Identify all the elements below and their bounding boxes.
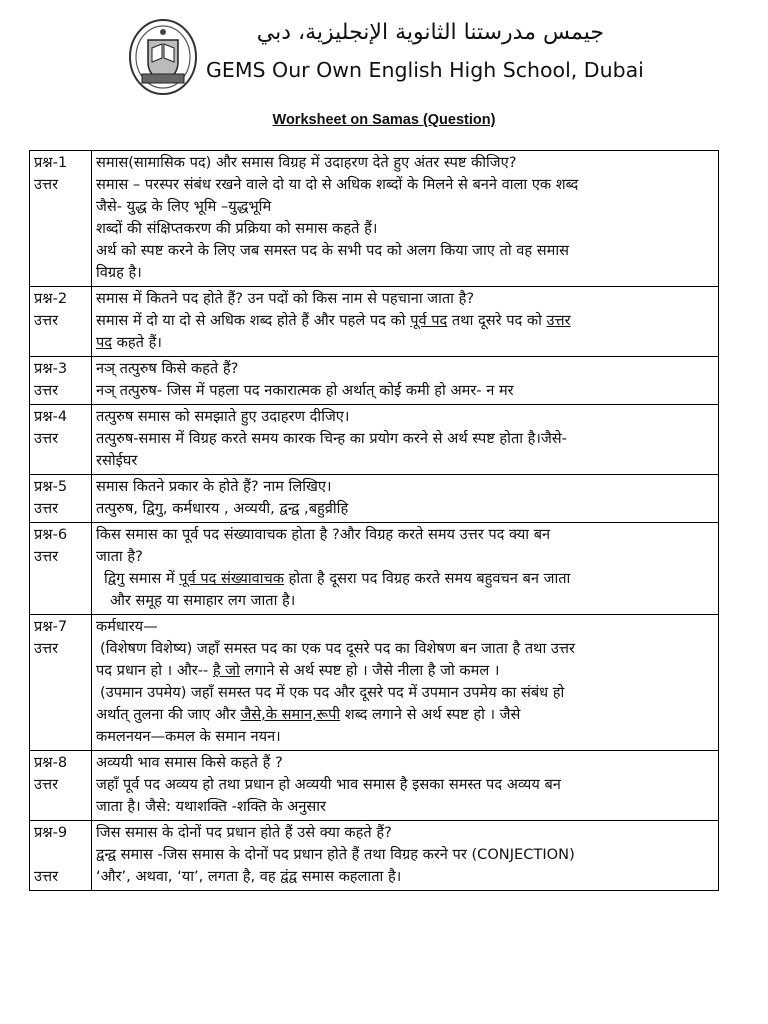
answer-line: जाता है। जैसे: यथाशक्ति -शक्ति के अनुसार	[96, 798, 327, 815]
question-text: अव्ययी भाव समास किसे कहते हैं ?	[96, 754, 283, 771]
question-label: प्रश्न-9	[34, 824, 68, 841]
row-content	[92, 615, 719, 751]
answer-label: उत्तर	[34, 868, 59, 885]
answer-text: पद प्रधान हो । और--	[96, 662, 213, 679]
worksheet-title: Worksheet on Samas (Question)	[272, 112, 496, 128]
question-row-7	[30, 615, 719, 751]
answer-text: द्विगु समास में	[104, 570, 180, 587]
answer-text: होता है दूसरा पद विग्रह करते समय बहुवचन बन जाता	[284, 570, 571, 587]
question-label: प्रश्न-6	[34, 526, 68, 543]
question-label: प्रश्न-2	[34, 290, 68, 307]
school-name-arabic: جيمس مدرستنا الثانوية الإنجليزية، دبي	[256, 20, 604, 45]
row-content	[92, 821, 719, 891]
row-labels	[30, 475, 92, 523]
answer-text: शब्द लगाने से अर्थ स्पष्ट हो । जैसे	[340, 706, 521, 723]
answer-text: अर्थात् तुलना की जाए और	[96, 706, 241, 723]
answer-label: उत्तर	[34, 640, 59, 657]
row-labels	[30, 615, 92, 751]
question-row-6	[30, 523, 719, 615]
question-text: समास कितने प्रकार के होते हैं? नाम लिखिए।	[96, 478, 332, 495]
row-labels	[30, 821, 92, 891]
answer-label: उत्तर	[34, 548, 59, 565]
underlined-term: पूर्व पद संख्यावाचक	[179, 570, 285, 587]
answer-text: लगाने से अर्थ स्पष्ट हो । जैसे नीला है जो कमल ।	[239, 662, 500, 679]
question-text: समास में कितने पद होते हैं? उन पदों को किस नाम से पहचाना जाता है?	[96, 290, 475, 307]
answer-line: (उपमान उपमेय) जहाँ समस्त पद में एक पद और दूसरे पद में उपमान उपमेय का संबंध हो	[100, 684, 565, 701]
question-row-5	[30, 475, 719, 523]
row-labels	[30, 523, 92, 615]
row-content	[92, 151, 719, 287]
answer-line: द्वन्द्व समास -जिस समास के दोनों पद प्रधान होते हैं तथा विग्रह करने पर (CONJECTION)	[96, 846, 575, 863]
answer-line: और समूह या समाहार लग जाता है।	[110, 592, 296, 609]
underlined-term: जैसे,के समान,रूपी	[240, 706, 341, 723]
question-text: जाता है?	[96, 548, 143, 565]
question-text: जिस समास के दोनों पद प्रधान होते हैं उसे क्या कहते हैं?	[96, 824, 392, 841]
question-label: प्रश्न-7	[34, 618, 68, 635]
answer-line: (विशेषण विशेष्य) जहाँ समस्त पद का एक पद दूसरे पद का विशेषण बन जाता है तथा उत्तर	[100, 640, 575, 657]
answer-line: जैसे- युद्ध के लिए भूमि –युद्धभूमि	[96, 198, 272, 215]
row-content	[92, 405, 719, 475]
question-row-3	[30, 357, 719, 405]
question-row-4	[30, 405, 719, 475]
question-label: प्रश्न-4	[34, 408, 68, 425]
underlined-term: पूर्व पद	[410, 312, 448, 329]
question-label: प्रश्न-3	[34, 360, 68, 377]
question-label: प्रश्न-8	[34, 754, 68, 771]
row-labels	[30, 287, 92, 357]
question-row-2	[30, 287, 719, 357]
answer-line	[96, 704, 714, 726]
school-header	[128, 14, 644, 104]
row-labels	[30, 405, 92, 475]
answer-text: तथा दूसरे पद को	[447, 312, 547, 329]
question-text: कर्मधारय—	[96, 618, 158, 635]
row-content	[92, 523, 719, 615]
answer-text: कहते हैं।	[112, 334, 162, 351]
row-labels	[30, 357, 92, 405]
answer-line: नञ् तत्पुरुष- जिस में पहला पद नकारात्मक हो अर्थात् कोई कमी हो अमर- न मर	[96, 382, 514, 399]
answer-line: अर्थ को स्पष्ट करने के लिए जब समस्त पद के सभी पद को अलग किया जाए तो वह समास	[96, 242, 569, 259]
answer-line	[96, 568, 714, 590]
answer-label: उत्तर	[34, 312, 59, 329]
answer-line	[96, 310, 714, 332]
underlined-term: उत्तर	[546, 312, 571, 329]
question-label: प्रश्न-1	[34, 154, 68, 171]
underlined-term: है जो	[212, 662, 240, 679]
answer-line: विग्रह है।	[96, 264, 142, 281]
answer-line: रसोईघर	[96, 452, 138, 469]
row-labels	[30, 151, 92, 287]
question-label: प्रश्न-5	[34, 478, 68, 495]
answer-line: तत्पुरुष, द्विगु, कर्मधारय , अव्ययी, द्वन्द्व ,बहुव्रीहि	[96, 500, 349, 517]
school-name-english: GEMS Our Own English High School, Dubai	[206, 58, 644, 82]
answer-text: समास में दो या दो से अधिक शब्द होते हैं और पहले पद को	[96, 312, 411, 329]
answer-line: समास – परस्पर संबंध रखने वाले दो या दो से अधिक शब्दों के मिलने से बनने वाला एक शब्द	[96, 176, 579, 193]
question-text: नञ् तत्पुरुष किसे कहते हैं?	[96, 360, 239, 377]
answer-label: उत्तर	[34, 176, 59, 193]
answer-line: जहाँ पूर्व पद अव्यय हो तथा प्रधान हो अव्ययी भाव समास है इसका समस्त पद अव्यय बन	[96, 776, 561, 793]
answer-line: तत्पुरुष-समास में विग्रह करते समय कारक चिन्ह का प्रयोग करने से अर्थ स्पष्ट होता है।जैसे-	[96, 430, 567, 447]
answer-label: उत्तर	[34, 776, 59, 793]
row-content	[92, 287, 719, 357]
answer-line: ‘और’, अथवा, ‘या’, लगता है, वह द्वंद्व समास कहलाता है।	[96, 868, 402, 885]
answer-label: उत्तर	[34, 500, 59, 517]
row-labels	[30, 751, 92, 821]
school-crest-logo	[128, 18, 198, 96]
question-text: किस समास का पूर्व पद संख्यावाचक होता है ?और विग्रह करते समय उत्तर पद क्या बन	[96, 526, 551, 543]
question-text: समास(सामासिक पद) और समास विग्रह में उदाहरण देते हुए अंतर स्पष्ट कीजिए?	[96, 154, 517, 171]
answer-line	[96, 660, 714, 682]
answer-label: उत्तर	[34, 430, 59, 447]
row-content	[92, 751, 719, 821]
answer-label: उत्तर	[34, 382, 59, 399]
row-content	[92, 475, 719, 523]
row-content	[92, 357, 719, 405]
worksheet-table	[29, 150, 719, 891]
question-row-9	[30, 821, 719, 891]
underlined-term: पद	[96, 334, 113, 351]
answer-line: कमलनयन—कमल के समान नयन।	[96, 728, 281, 745]
question-row-1	[30, 151, 719, 287]
question-row-8	[30, 751, 719, 821]
answer-line	[96, 332, 714, 354]
question-text: तत्पुरुष समास को समझाते हुए उदाहरण दीजिए।	[96, 408, 350, 425]
answer-line: शब्दों की संक्षिप्तकरण की प्रक्रिया को समास कहते हैं।	[96, 220, 378, 237]
